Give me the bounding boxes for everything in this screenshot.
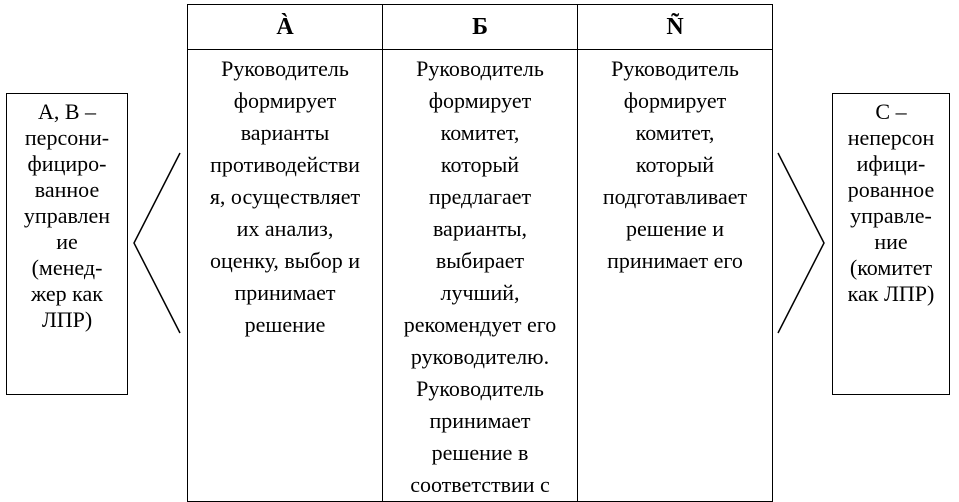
header-c: Ñ bbox=[578, 5, 773, 50]
header-row bbox=[188, 5, 773, 50]
cell-a: Руководитель формирует варианты противодействи я, осуществляет их анализ, оценку, выбор и принимает решение bbox=[188, 50, 383, 502]
right-box-text: С – неперсон ифици- рованное управле- ние (комитет как ЛПР) bbox=[847, 99, 935, 306]
left-box-text: А, В – персони- фициро- ванное управлен ие (менед- жер как ЛПР) bbox=[23, 99, 111, 332]
header-a: À bbox=[188, 5, 383, 50]
cell-c: Руководитель формирует комитет, который подготавливает решение и принимает его bbox=[578, 50, 773, 502]
right-bracket bbox=[778, 153, 824, 333]
variants-table bbox=[187, 4, 773, 502]
content-row bbox=[188, 50, 773, 502]
header-b: Б bbox=[383, 5, 578, 50]
left-bracket bbox=[134, 153, 180, 333]
right-box-impersonal-management bbox=[832, 93, 950, 395]
cell-b: Руководитель формирует комитет, который предлагает варианты, выбирает лучший, рекомендует его руководителю. Руководитель принимает решение в соответствии с bbox=[383, 50, 578, 502]
